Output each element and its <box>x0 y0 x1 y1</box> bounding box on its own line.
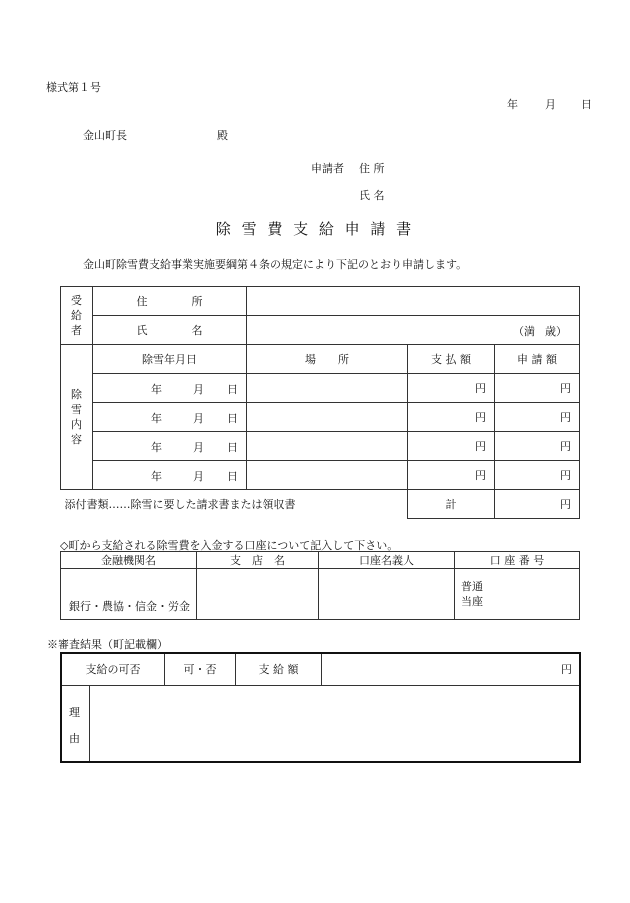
header-paid: 支 払 額 <box>408 345 495 374</box>
review-heading: ※審査結果（町記載欄） <box>47 638 168 651</box>
paid-cell[interactable]: 円 <box>408 403 495 432</box>
total-label: 計 <box>408 490 495 519</box>
requested-cell[interactable]: 円 <box>495 432 580 461</box>
header-requested: 申 請 額 <box>495 345 580 374</box>
requested-cell[interactable]: 円 <box>495 374 580 403</box>
page-title: 除 雪 費 支 給 申 請 書 <box>215 220 415 238</box>
approval-options[interactable]: 可・否 <box>165 654 236 685</box>
date-cell[interactable]: 年 月 日 <box>93 432 247 461</box>
institution-types: 銀行・農協・信金・労金 <box>69 600 190 613</box>
application-table <box>60 286 580 519</box>
place-cell[interactable] <box>247 374 408 403</box>
requested-cell[interactable]: 円 <box>495 403 580 432</box>
intro-text: 金山町除雪費支給事業実施要綱第４条の規定により下記のとおり申請します。 <box>83 258 468 271</box>
paid-cell[interactable]: 円 <box>408 374 495 403</box>
paid-cell[interactable]: 円 <box>408 432 495 461</box>
applicant-address-label: 住 所 <box>359 162 385 175</box>
addressee-honorific: 殿 <box>217 129 228 142</box>
form-number: 様式第１号 <box>46 81 101 94</box>
place-cell[interactable] <box>247 432 408 461</box>
review-box <box>60 652 581 763</box>
header-account: 口 座 番 号 <box>455 552 580 569</box>
branch-field[interactable] <box>197 569 319 620</box>
header-institution: 金融機関名 <box>61 552 197 569</box>
recipient-name-field[interactable] <box>247 316 580 345</box>
header-branch: 支 店 名 <box>197 552 319 569</box>
account-field[interactable] <box>455 569 580 620</box>
header-holder: 口座名義人 <box>319 552 455 569</box>
place-cell[interactable] <box>247 461 408 490</box>
bank-table <box>60 551 580 620</box>
age-close-label: 歳） <box>545 325 568 338</box>
date-cell[interactable]: 年 月 日 <box>93 461 247 490</box>
table-row <box>61 403 580 432</box>
institution-field[interactable] <box>61 569 197 620</box>
date-month-label: 月 <box>545 98 556 111</box>
reason-field[interactable] <box>90 686 579 761</box>
applicant-name-label: 氏 名 <box>359 189 385 202</box>
table-row <box>61 461 580 490</box>
place-cell[interactable] <box>247 403 408 432</box>
requested-cell[interactable]: 円 <box>495 461 580 490</box>
approval-label: 支給の可否 <box>62 654 165 685</box>
recipient-section-label: 受 給 者 <box>61 287 93 345</box>
account-types: 普通 当座 <box>461 580 483 608</box>
recipient-name-label: 氏 名 <box>93 316 247 345</box>
reason-label: 理 由 <box>62 686 90 761</box>
table-row <box>61 432 580 461</box>
amount-field[interactable]: 円 <box>561 663 572 676</box>
total-cell[interactable]: 円 <box>495 490 580 519</box>
date-cell[interactable]: 年 月 日 <box>93 403 247 432</box>
attachments-note: 添付書類……除雪に要した請求書または領収書 <box>61 490 408 519</box>
table-row <box>61 374 580 403</box>
date-day-label: 日 <box>581 98 592 111</box>
addressee-name: 金山町長 <box>83 129 127 142</box>
date-year-label: 年 <box>507 98 518 111</box>
snow-removal-section-label: 除 雪 内 容 <box>61 345 93 490</box>
applicant-label: 申請者 <box>311 162 344 175</box>
header-place: 場 所 <box>247 345 408 374</box>
amount-label: 支 給 額 <box>236 654 322 685</box>
header-date: 除雪年月日 <box>93 345 247 374</box>
recipient-address-field[interactable] <box>247 287 580 316</box>
age-open-label: （満 <box>513 325 536 338</box>
paid-cell[interactable]: 円 <box>408 461 495 490</box>
recipient-address-label: 住 所 <box>93 287 247 316</box>
date-cell[interactable]: 年 月 日 <box>93 374 247 403</box>
bank-instruction: ◇町から支給される除雪費を入金する口座について記入して下さい。 <box>60 539 399 552</box>
holder-field[interactable] <box>319 569 455 620</box>
